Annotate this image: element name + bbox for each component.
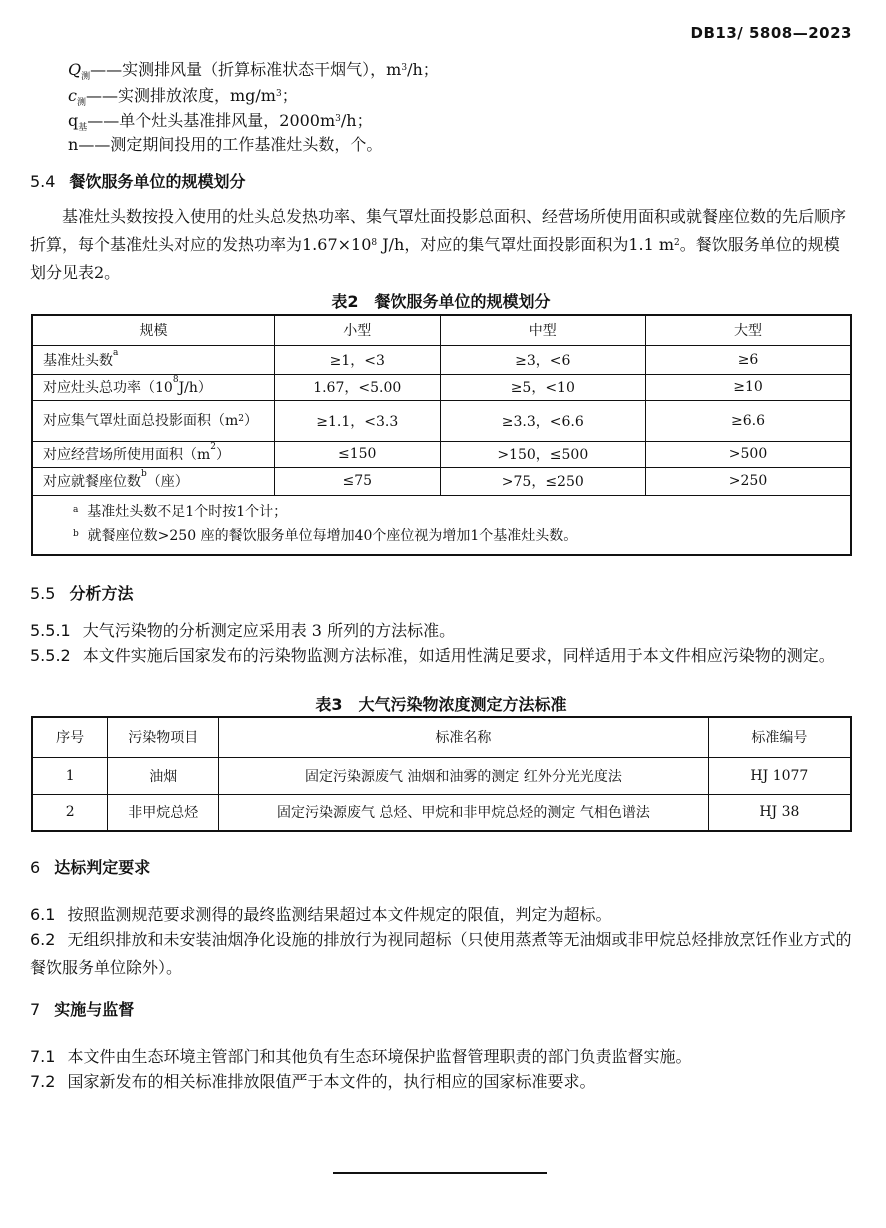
section-5-4-heading: 5.4 餐饮服务单位的规模划分 bbox=[30, 172, 246, 191]
table-cell: 2 bbox=[32, 794, 108, 831]
table2-header: 大型 bbox=[646, 315, 851, 345]
row-label: 对应集气罩灶面总投影面积$(m^2)$ bbox=[32, 400, 274, 441]
section-6-1: 6.1 按照监测规范要求测得的最终监测结果超过本文件规定的限值，判定为超标。 bbox=[30, 905, 612, 924]
end-rule bbox=[333, 1172, 547, 1174]
table3-header: 标准名称 bbox=[219, 717, 709, 757]
section-7-heading: 7 实施与监督 bbox=[30, 1000, 135, 1019]
table-cell: ≥1，<3 bbox=[274, 345, 440, 374]
table2-header: 小型 bbox=[274, 315, 440, 345]
section-5-5-heading: 5.5 分析方法 bbox=[30, 584, 134, 603]
table-cell: 固定污染源废气 油烟和油雾的测定 红外分光光度法 bbox=[219, 757, 709, 794]
table3-header: 序号 bbox=[32, 717, 108, 757]
table-row bbox=[32, 757, 851, 794]
table-cell: ≥1.1，<3.3 bbox=[274, 400, 440, 441]
table-row bbox=[32, 374, 851, 400]
section-5-5-1: 5.5.1 大气污染物的分析测定应采用表 3 所列的方法标准。 bbox=[30, 621, 456, 640]
table2-caption: 表2 餐饮服务单位的规模划分 bbox=[331, 292, 551, 311]
table-cell: 固定污染源废气 总烃、甲烷和非甲烷总烃的测定 气相色谱法 bbox=[219, 794, 709, 831]
table-cell: ≤75 bbox=[274, 467, 440, 495]
table-cell: ≥3.3，<6.6 bbox=[440, 400, 645, 441]
table-row bbox=[32, 467, 851, 495]
table-cell: ≥3，<6 bbox=[440, 345, 645, 374]
table-row bbox=[32, 345, 851, 374]
section-7-2: 7.2 国家新发布的相关标准排放限值严于本文件的，执行相应的国家标准要求。 bbox=[30, 1072, 596, 1091]
table-cell: ≥6 bbox=[646, 345, 851, 374]
table-notes-row bbox=[32, 495, 851, 555]
document-id: DB13/ 5808—2023 bbox=[690, 24, 852, 42]
table3-header: 污染物项目 bbox=[108, 717, 219, 757]
table-cell: ≤150 bbox=[274, 441, 440, 467]
table-row bbox=[32, 794, 851, 831]
table3-measurement-methods bbox=[31, 716, 852, 832]
section-5-5-2: 5.5.2 本文件实施后国家发布的污染物监测方法标准，如适用性满足要求，同样适用于本文件相应污染物的测定。 bbox=[30, 646, 835, 665]
row-label: 基准灶头数$^a$ bbox=[32, 345, 274, 374]
row-label: 对应经营场所使用面积$(m^2)$ bbox=[32, 441, 274, 467]
table-cell: 非甲烷总烃 bbox=[108, 794, 219, 831]
table-row bbox=[32, 441, 851, 467]
section-6-heading: 6 达标判定要求 bbox=[30, 858, 151, 877]
table2-header: 规模 bbox=[32, 315, 274, 345]
table-cell: >500 bbox=[646, 441, 851, 467]
table-cell: >150，≤500 bbox=[440, 441, 645, 467]
definition-c-measured: $c_测——$实测排放浓度，$mg/m^3$； bbox=[68, 86, 298, 109]
table-cell: 1 bbox=[32, 757, 108, 794]
table3-caption: 表3 大气污染物浓度测定方法标准 bbox=[315, 695, 567, 714]
table-cell: ≥10 bbox=[646, 374, 851, 400]
table-cell: ≥6.6 bbox=[646, 400, 851, 441]
table2-scale-classification bbox=[31, 314, 852, 556]
definition-q-measured: $Q_测——$实测排风量（折算标准状态干烟气），$m^3/h$； bbox=[68, 60, 439, 83]
table-note: $^a$ 基准灶头数不足1个时按1个计； bbox=[73, 503, 288, 520]
table-cell: ≥5，<10 bbox=[440, 374, 645, 400]
definition-n: n——测定期间投用的工作基准灶头数，个。 bbox=[68, 135, 383, 154]
table-cell: HJ 38 bbox=[708, 794, 851, 831]
section-5-4-paragraph: 基准灶头数按投入使用的灶头总发热功率、集气罩灶面投影总面积、经营场所使用面积或就餐座位数的先后顺序折算，每个基准灶头对应的发热功率为$1.67\times 10^8$ J/h，对应的集气罩灶面投影面积为1.1 $m^2$。餐饮服务单位的规模划分见表2。 bbox=[30, 207, 847, 282]
table-note: $^b$ 就餐座位数>250 座的餐饮服务单位每增加40个座位视为增加1个基准灶头数。 bbox=[73, 527, 578, 544]
table-cell: 油烟 bbox=[108, 757, 219, 794]
table2-header: 中型 bbox=[440, 315, 645, 345]
table-row bbox=[32, 400, 851, 441]
table-cell: 1.67，<5.00 bbox=[274, 374, 440, 400]
section-6-2: 6.2 无组织排放和未安装油烟净化设施的排放行为视同超标（只使用蒸煮等无油烟或非甲烷总烃排放烹饪作业方式的餐饮服务单位除外）。 bbox=[30, 930, 852, 977]
table-cell: >250 bbox=[646, 467, 851, 495]
section-7-1: 7.1 本文件由生态环境主管部门和其他负有生态环境保护监督管理职责的部门负责监督实施。 bbox=[30, 1047, 692, 1066]
table3-header: 标准编号 bbox=[708, 717, 851, 757]
row-label: 对应就餐座位数$^b$（座） bbox=[32, 467, 274, 495]
table2-notes bbox=[32, 495, 851, 555]
definition-q-base: $q_基——$单个灶头基准排风量，$2000m^3/h$； bbox=[68, 111, 373, 134]
row-label: 对应灶头总功率$(10^8J/h)$ bbox=[32, 374, 274, 400]
table-cell: >75，≤250 bbox=[440, 467, 645, 495]
table-cell: HJ 1077 bbox=[708, 757, 851, 794]
